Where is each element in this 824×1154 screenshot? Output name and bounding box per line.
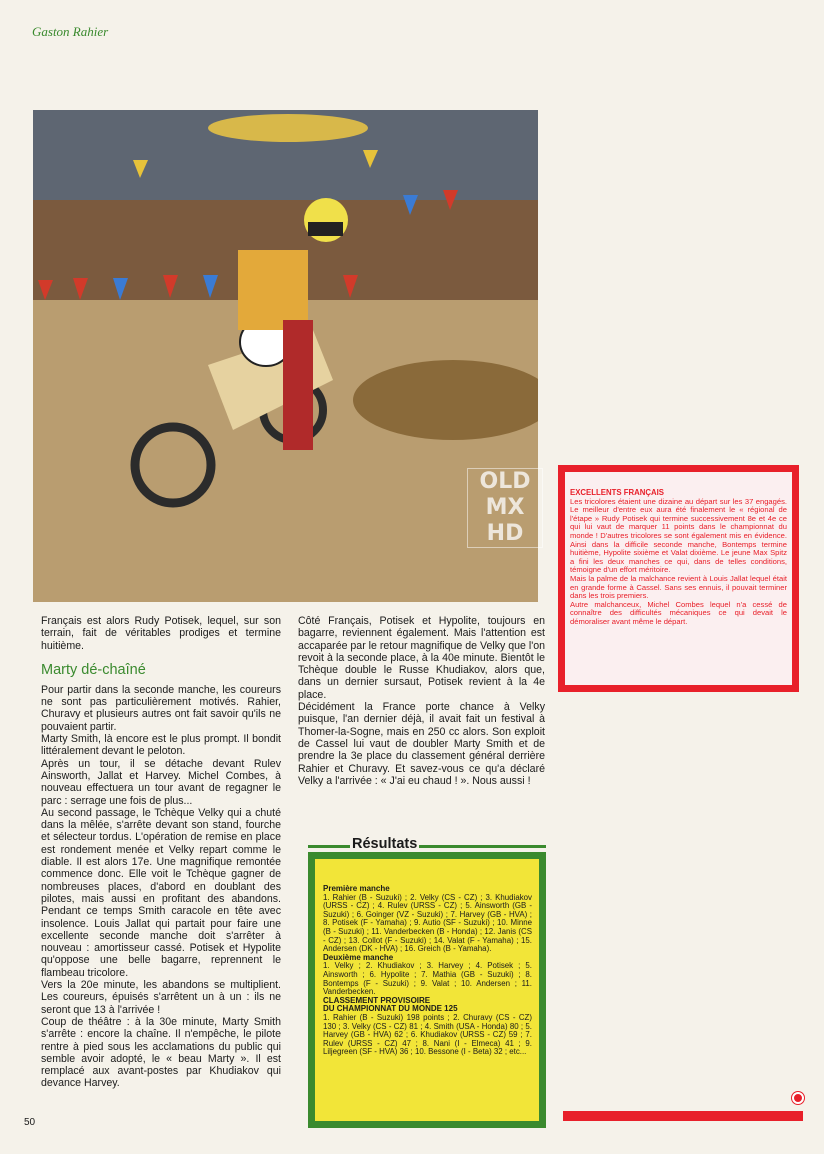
- paragraph: Au second passage, le Tchèque Velky qui a chuté dans la mêlée, s'arrête devant son stand, fourche et sélecteur tordus. L'opération de remise en place est rondement menée et Velky repart comme le diable. Il est alors 17e. Une magnifique remontée commence donc. Elle voit le Tchèque gagner de nombreuses places, d'abord en doublant des pilotes, mais aussi en profitant des abandons. Pendant ce temps Smith caracole en tête avec insolence. Louis Jallat qui partait pour faire une excellente seconde manche doit s'arrêter à nouveau : amortisseur cassé. Potisek et Hypolite qu'oppose une belle bagarre, reprennent le flambeau tricolore.: [41, 806, 281, 979]
- magazine-logo-icon: [792, 1092, 804, 1104]
- paragraph: Décidément la France porte chance à Velky puisque, l'an dernier déjà, il avait fait un festival à Thomer-la-Sogne, mais en 250 cc alors. Son exploit de Cassel lui vaut de doubler Marty Smith et de prendre la 3e place du classement général derrière Rahier et Churavy. Et savez-vous ce qu'a déclaré Velky a l'arrivée : « J'ai eu chaud ! ». Nous aussi !: [298, 701, 545, 787]
- page-number: 50: [24, 1117, 36, 1128]
- sidebar-title: EXCELLENTS FRANÇAIS: [570, 488, 665, 497]
- footer-rule: [563, 1111, 803, 1121]
- sidebar-paragraph: Mais la palme de la malchance revient à Louis Jallat lequel était en grande forme à Cassel. Sans ses ennuis, il pouvait terminer dans les trois premiers.: [570, 573, 787, 601]
- sidebar-box: [558, 465, 799, 692]
- results-heading: Deuxième manche: [323, 952, 394, 962]
- results-header-rule: [308, 845, 546, 848]
- sidebar-paragraph: Autre malchanceux, Michel Combes lequel n'a cessé de connaître des difficultés mécaniques ce qui devait le démoraliser avant même le départ.: [570, 599, 787, 626]
- article-column-right: [298, 615, 545, 787]
- results-text: 1. Velky ; 2. Khudiakov ; 3. Harvey ; 4. Potisek ; 5. Ainsworth ; 6. Hypolite ; 7. Mathia (GB - Suzuki) ; 8. Bontemps (F - Suzuki) ; 9. Valat ; 10. Andersen ; 11. Vanderbecken.: [323, 961, 532, 997]
- results-text: 1. Rahier (B - Suzuki) 198 points ; 2. Churavy (CS - CZ) 130 ; 3. Velky (CS - CZ) 81 ; 4. Smith (USA - Honda) 80 ; 5. Harvey (GB - HVA) 62 ; 6. Khudiakov (URSS - CZ) 59 ; 7. Rulev (URSS - CZ) 47 ; 8. Nani (I - Elmeca) 41 ; 9. Liljegreen (SF - HVA) 36 ; 10. Bessone (I - Beta) 32 ; etc...: [323, 1012, 532, 1057]
- results-heading: DU CHAMPIONNAT DU MONDE 125: [323, 1004, 458, 1014]
- paragraph: Coup de théâtre : à la 30e minute, Marty Smith s'arrête : encore la chaîne. Il n'empêche, le pilote rentre à pied sous les acclamations du public qui semble avoir adopté, le « beau Marty ». Il est remplacé aux avant-postes par Khudiakov qui devance Harvey.: [41, 1015, 281, 1090]
- section-subhead: Marty dé-chaîné: [41, 661, 146, 678]
- article-column-left: [41, 615, 281, 1090]
- results-title: Résultats: [352, 836, 418, 852]
- watermark: OLD MX HD: [467, 468, 543, 548]
- paragraph: Pour partir dans la seconde manche, les coureurs ne sont pas particulièrement motivés. Rahier, Churavy et plusieurs autres ont fait savoir qu'ils ne pouvaient partir.: [41, 683, 281, 733]
- sidebar-paragraph: Les tricolores étaient une dizaine au départ sur les 37 engagés. Le meilleur d'entre eux aura été finalement le « régional de l'étape » Rudy Potisek qui termine successivement 8e et 4e ce qui lui vaut de marquer 11 points dans le championnat du monde ! D'autres tricolores se sont également mis en évidence. Ainsi dans la difficile seconde manche, Bontemps termine huitième, Hypolite sixième et Valat dixième. Le jeune Max Spitz a fini les deux manches ce qui, dans de telles conditions, témoigne d'un effort méritoire.: [570, 496, 787, 575]
- race-photo: [33, 110, 538, 602]
- paragraph: Français est alors Rudy Potisek, lequel, sur son terrain, fait de véritables prodiges et termine huitième.: [41, 615, 281, 652]
- motocross-rider-illustration: [33, 110, 538, 602]
- results-header: [308, 836, 546, 852]
- results-box: [308, 852, 546, 1128]
- paragraph: Côté Français, Potisek et Hypolite, toujours en bagarre, reviennent également. Mais l'attention est accaparée par le retour magnifique de Velky que l'on revoit à la seconde place, à la 40e minute. Bientôt le Tchèque double le Russe Khudiakov, alors que, dans un dernier sursaut, Potisek revient à la 4e place.: [298, 615, 546, 701]
- paragraph: Vers la 20e minute, les abandons se multiplient. Les coureurs, épuisés s'arrêtent un à un : ils ne seront que 13 à l'arrivée !: [41, 979, 281, 1016]
- paragraph: Marty Smith, là encore est le plus prompt. Il bondit littéralement devant le peloton.: [41, 733, 281, 758]
- results-text: 1. Rahier (B - Suzuki) ; 2. Velky (CS - CZ) ; 3. Khudiakov (URSS - CZ) ; 4. Rulev (URSS - CZ) ; 5. Ainsworth (GB - Suzuki) ; 6. Goinger (VZ - Suzuki) ; 7. Harvey (GB - HVA) ; 8. Potisek (F - Yamaha) ; 9. Autio (SF - Suzuki) ; 10. Minne (B - Suzuki) ; 11. Vanderbecken (B - Honda) ; 12. Janis (CS - CZ) ; 13. Collot (F - Suzuki) ; 14. Valat (F - Yamaha) ; 15. Andersen (DK - HVA) ; 16. Greich (B - Yamaha).: [323, 892, 532, 954]
- author-byline: Gaston Rahier: [32, 24, 109, 39]
- results-heading: Première manche: [323, 884, 390, 893]
- paragraph: Après un tour, il se détache devant Rulev Ainsworth, Jallat et Harvey. Michel Combes, à nouveau effectuera un tour avant de regagner le parc : serrage une fois de plus...: [41, 757, 281, 807]
- results-heading: CLASSEMENT PROVISOIRE: [323, 995, 431, 1005]
